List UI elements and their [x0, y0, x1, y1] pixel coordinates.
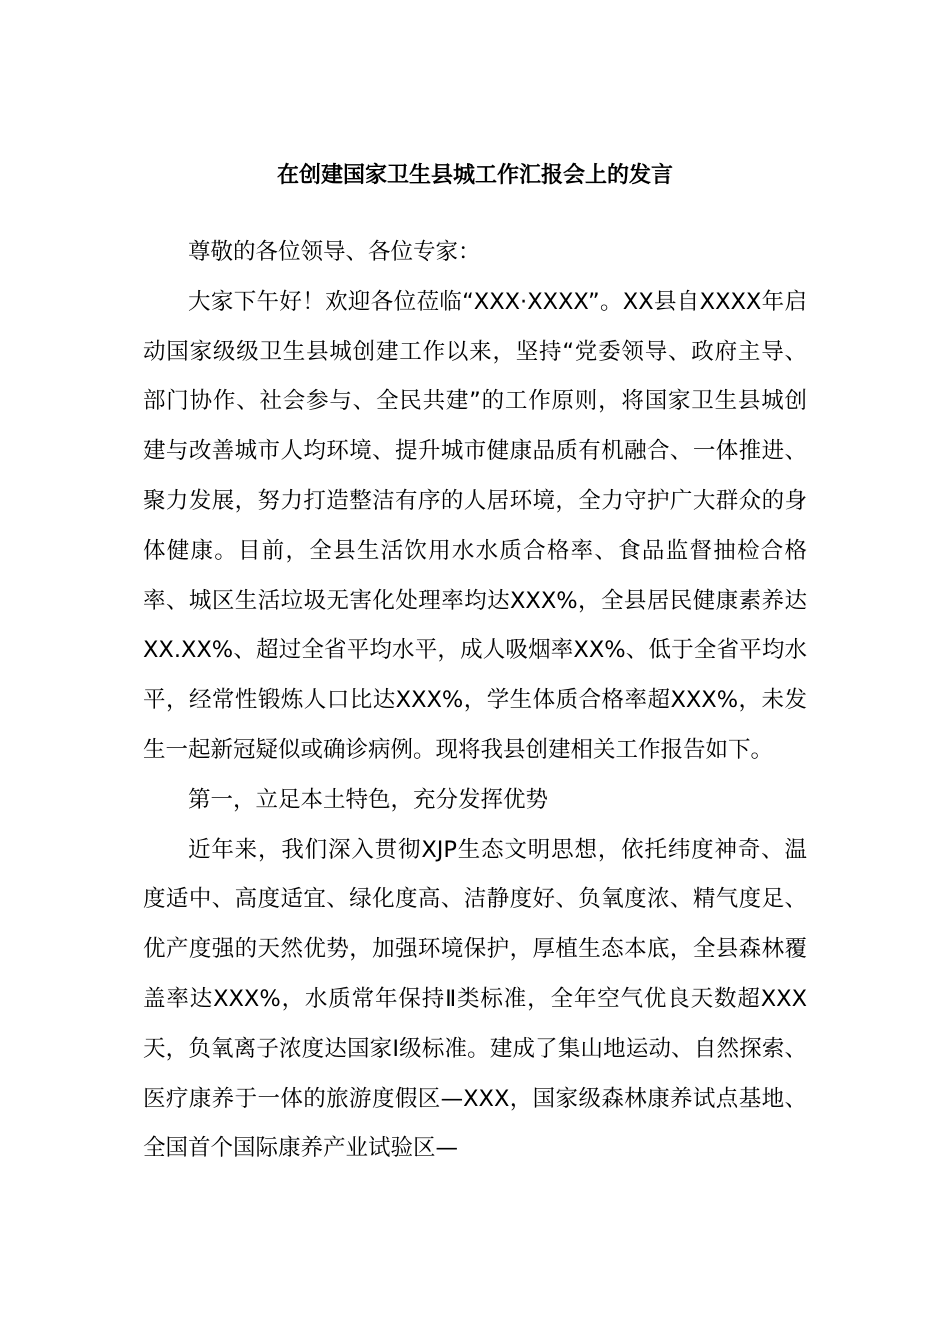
section-heading: 第一，立足本土特色，充分发挥优势: [188, 786, 549, 813]
section-paragraph: 近年来，我们深入贯彻XJP生态文明思想，依托纬度神奇、温度适中、高度适宜、绿化度高、洁静度好、负氧度浓、精气度足、优产度强的天然优势，加强环境保护，厚植生态本底，全县森林覆盖率达XXX%，水质常年保持Ⅱ类标准，全年空气优良天数超XXX天，负氧离子浓度达国家Ⅰ级标准。建成了集山地运动、自然探索、医疗康养于一体的旅游度假区—XXX，国家级森林康养试点基地、全国首个国际康养产业试验区—: [143, 836, 807, 1162]
document-title: 在创建国家卫生县城工作汇报会上的发言: [276, 163, 673, 188]
document-body: [143, 228, 807, 1174]
salutation-paragraph: 尊敬的各位领导、各位专家：: [188, 239, 481, 265]
intro-paragraph: 大家下午好！欢迎各位莅临“XXX·XXXX”。XX县自XXXX年启动国家级级卫生县城创建工作以来，坚持“党委领导、政府主导、部门协作、社会参与、全民共建”的工作原则，将国家卫生县城创建与改善城市人均环境、提升城市健康品质有机融合、一体推进、聚力发展，努力打造整洁有序的人居环境，全力守护广大群众的身体健康。目前，全县生活饮用水水质合格率、食品监督抽检合格率、城区生活垃圾无害化处理率均达XXX%，全县居民健康素养达XX.XX%、超过全省平均水平，成人吸烟率XX%、低于全省平均水平，经常性锻炼人口比达XXX%，学生体质合格率超XXX%，未发生一起新冠疑似或确诊病例。现将我县创建相关工作报告如下。: [143, 288, 807, 763]
